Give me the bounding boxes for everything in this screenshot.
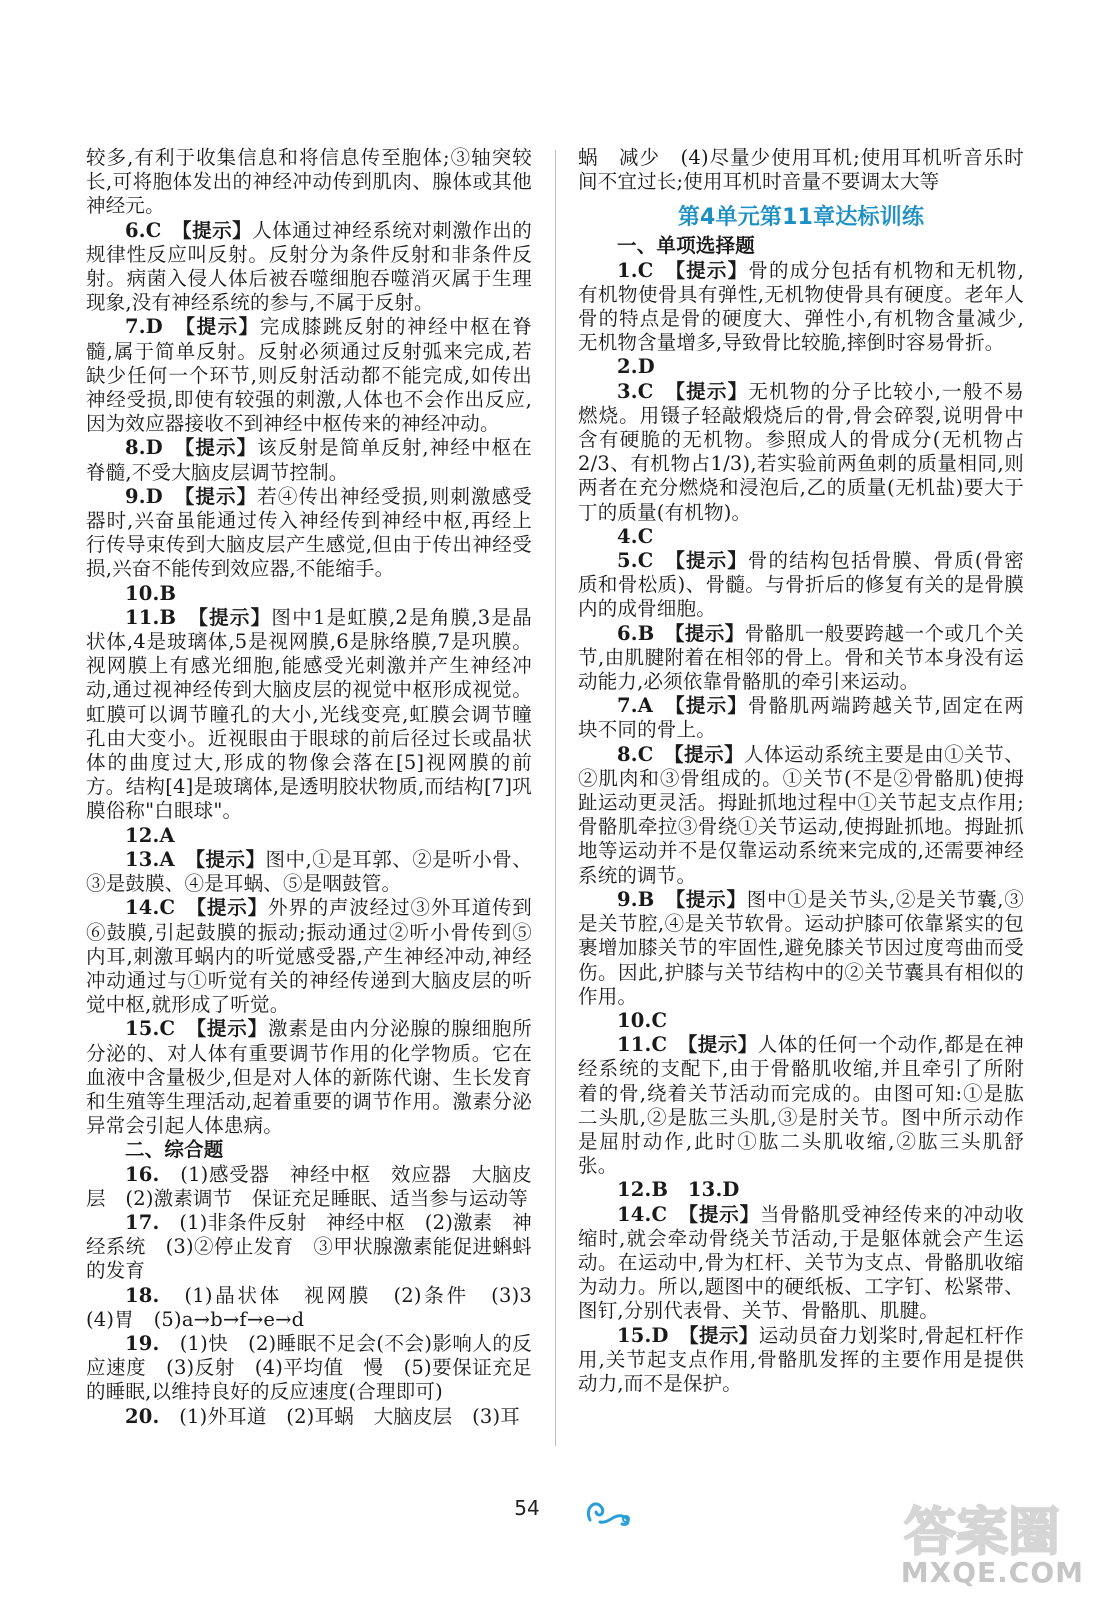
answer-text: 【提示】当骨骼肌受神经传来的冲动收缩时,就会牵动骨绕关节活动,于是躯体就会产生运动。在运动中,骨为杠杆、关节为支点、骨骼肌收缩为动力。所以,题图中的硬纸板、工字钉、松紧带、图钉,分别代表骨、关节、骨骼肌、肌腱。: [578, 1202, 1024, 1323]
left-answer-11: [86, 1017, 532, 1138]
answer-number: 10.B: [125, 581, 177, 605]
answer-text: (1)晶状体 视网膜 (2)条件 (3)3 (4)胃 (5)a→b→f→e→d: [86, 1283, 552, 1331]
answer-number: 8.C: [617, 742, 674, 766]
left-answer-16: [86, 1332, 532, 1405]
right-answer-8: [578, 743, 1024, 888]
right-answer-list: [578, 259, 1024, 1397]
hint-tag: 【提示】: [674, 694, 749, 718]
answer-number: 8.D: [125, 436, 185, 460]
answer-number: 12.B 13.D: [617, 1178, 740, 1202]
watermark-url: MXQE.COM: [900, 1556, 1084, 1589]
answer-number: 11.B: [125, 605, 199, 629]
answer-text: 【提示】若④传出神经受损,则刺激感受器时,兴奋虽能通过传入神经传到神经中枢,再经上行传导束传到大脑皮层产生感觉,但由于传出神经受损,兴奋不能传到效应器,不能缩手。: [86, 484, 532, 581]
answer-text: 【提示】人体的任何一个动作,都是在神经系统的支配下,由于骨骼肌收缩,并且牵引了所附着的骨,绕着关节活动而完成的。由图可知:①是肱二头肌,②是肱三头肌,③是肘关节。图中所示动作是屈肘动作,此时①肱二头肌收缩,②肱三头肌舒张。: [578, 1033, 1025, 1178]
hint-tag: 【提示】: [675, 887, 747, 911]
answer-text: 【提示】完成膝跳反射的神经中枢在脊髓,属于简单反射。反射必须通过反射弧来完成,若缺少任何一个环节,则反射活动都不能完成,如传出神经受损,即使有较强的刺激,人体也不会作出反应,因为效应器接收不到神经中枢传来的神经冲动。: [86, 315, 532, 436]
hint-tag: 【提示】: [196, 1017, 268, 1041]
answer-text: 二、综合题: [125, 1138, 224, 1162]
answer-text: 较多,有利于收集信息和将信息传至胞体;③轴突较长,可将胞体发出的神经冲动传到肌肉、腺体或其他神经元。: [86, 146, 532, 218]
answer-number: 1.C: [617, 258, 676, 282]
continued-answer: 蜗 减少 (4)尽量少使用耳机;使用耳机听音乐时间不宜过长;使用耳机时音量不要调太大等: [578, 146, 1024, 194]
answer-text: 【提示】骨骼肌一般要跨越一个或几个关节,由肌腱附着在相邻的骨上。骨和关节本身没有运动能力,必须依靠骨骼肌的牵引来运动。: [578, 621, 1024, 694]
hint-tag: 【提示】: [675, 379, 749, 403]
hint-tag: 【提示】: [674, 621, 745, 645]
hint-tag: 【提示】: [688, 1323, 759, 1347]
answer-number: 14.C: [125, 896, 197, 920]
right-answer-13: [578, 1203, 1024, 1324]
section-title: 第4单元第11章达标训练: [677, 205, 925, 231]
answer-number: 16.: [125, 1162, 181, 1186]
hint-tag: 【提示】: [196, 896, 268, 920]
answer-number: 7.A: [617, 694, 675, 718]
right-answer-10: [578, 1009, 1024, 1033]
answer-text: (1)感受器 神经中枢 效应器 大脑皮层 (2)激素调节 保证充足睡眠、适当参与运动等: [86, 1162, 532, 1210]
left-answer-2: [86, 219, 532, 316]
hint-tag: 【提示】: [184, 484, 258, 508]
left-answer-15: [86, 1283, 552, 1332]
answer-text: 【提示】图中①是关节头,②是关节囊,③是关节腔,④是关节软骨。运动护膝可依靠紧实的包裹增加膝关节的牢固性,避免膝关节因过度弯曲而受伤。因此,护膝与关节结构中的②关节囊具有相似的作用。: [578, 887, 1024, 1008]
answer-text: (1)快 (2)睡眠不足会(不会)影响人的反应速度 (3)反射 (4)平均值 慢 (5)要保证充足的睡眠,以维持良好的反应速度(合理即可): [86, 1331, 532, 1404]
hint-tag: 【提示】: [687, 1033, 758, 1057]
left-answer-7: [86, 606, 532, 824]
hint-tag: 【提示】: [675, 549, 748, 573]
answer-number: 7.D: [125, 315, 186, 339]
hint-tag: 【提示】: [198, 605, 272, 629]
left-answer-8: [86, 824, 532, 848]
page-number: 54: [514, 1496, 540, 1520]
right-answer-3: [578, 380, 1024, 525]
right-answer-5: [578, 549, 1024, 622]
answer-text: (1)非条件反射 神经中枢 (2)激素 神经系统 (3)②停止发育 ③甲状腺激素能促进蝌蚪的发育: [86, 1210, 532, 1283]
answer-text: 【提示】该反射是简单反射,神经中枢在脊髓,不受大脑皮层调节控制。: [86, 436, 532, 484]
column-divider: [555, 150, 556, 1446]
answer-number: 20.: [125, 1404, 180, 1428]
answer-number: 6.B: [617, 621, 675, 645]
right-answer-6: [578, 622, 1024, 695]
answer-number: 2.D: [617, 355, 655, 379]
answer-number: 6.C: [125, 218, 182, 242]
right-answer-11: [578, 1033, 1024, 1178]
answer-number: 9.B: [617, 887, 676, 911]
answer-text: 【提示】人体通过神经系统对刺激作出的规律性反应叫反射。反射分为条件反射和非条件反射。病菌入侵人体后被吞噬细胞吞噬消灭属于生理现象,没有神经系统的参与,不属于反射。: [86, 218, 532, 315]
hint-tag: 【提示】: [675, 258, 749, 282]
left-answer-3: [86, 315, 532, 436]
answer-text: 【提示】骨骼肌两端跨越关节,固定在两块不同的骨上。: [578, 694, 1024, 742]
answer-number: 17.: [125, 1210, 180, 1234]
answer-number: 4.C: [617, 524, 654, 548]
answer-text: 【提示】图中,①是耳郭、②是听小骨、③是鼓膜、④是耳蜗、⑤是咽鼓管。: [86, 847, 533, 896]
answer-text: 【提示】激素是由内分泌腺的腺细胞所分泌的、对人体有重要调节作用的化学物质。它在血液中含量极少,但是对人体的新陈代谢、生长发育和生殖等生理活动,起着重要的调节作用。激素分泌异常会引起人体患病。: [86, 1017, 532, 1138]
watermark-text: 答案圈: [904, 1503, 1061, 1563]
answer-number: 11.C: [617, 1033, 688, 1057]
answer-text: 【提示】人体运动系统主要是由①关节、②肌肉和③骨组成的。①关节(不是②骨骼肌)使拇趾运动更灵活。拇趾抓地过程中①关节起支点作用;骨骼肌牵拉③骨绕①关节运动,使拇趾抓地。拇趾抓地等运动并不是仅靠运动系统来完成的,还需要神经系统的调节。: [578, 742, 1024, 887]
answer-text: 【提示】骨的成分包括有机物和无机物,有机物使骨具有弹性,无机物使骨具有硬度。老年人骨的特点是骨的硬度大、弹性小,有机物含量减少,无机物含量增多,导致骨比较脆,摔倒时容易骨折。: [578, 258, 1024, 355]
answer-number: 14.C: [617, 1202, 689, 1226]
answer-number: 15.C: [125, 1017, 197, 1041]
section-subtitle: 一、单项选择题: [617, 234, 755, 258]
hint-tag: 【提示】: [195, 847, 266, 871]
left-answer-4: [86, 436, 532, 484]
right-column: [578, 146, 1024, 1396]
right-answer-7: [578, 694, 1024, 742]
right-answer-4: [578, 525, 1024, 549]
right-answer-2: [578, 355, 1024, 379]
answer-number: 18.: [125, 1283, 185, 1307]
right-answer-1: [578, 259, 1024, 356]
left-answer-6: [86, 582, 532, 606]
right-answer-9: [578, 888, 1024, 1009]
answer-number: 9.D: [125, 484, 185, 508]
answer-text: (1)外耳道 (2)耳蜗 大脑皮层 (3)耳: [179, 1404, 520, 1428]
left-answer-10: [86, 896, 532, 1017]
hint-tag: 【提示】: [184, 436, 258, 460]
answer-text: 【提示】骨的结构包括骨膜、骨质(骨密质和骨松质)、骨髓。与骨折后的修复有关的是骨膜内的成骨细胞。: [578, 549, 1024, 621]
left-answer-12: [86, 1138, 532, 1162]
right-answer-14: [578, 1324, 1024, 1397]
swirl-logo-icon: [582, 1494, 636, 1528]
answer-text: 【提示】无机物的分子比较小,一般不易燃烧。用镊子轻敲煅烧后的骨,骨会碎裂,说明骨中含有硬脆的无机物。参照成人的骨成分(无机物占2/3、有机物占1/3),若实验前两鱼刺的质量相同,则两者在充分燃烧和浸泡后,乙的质量(无机盐)要大于丁的质量(有机物)。: [578, 379, 1024, 524]
left-answer-14: [86, 1211, 532, 1284]
answer-number: 12.A: [125, 823, 175, 847]
answer-text: 【提示】图中1是虹膜,2是角膜,3是晶状体,4是玻璃体,5是视网膜,6是脉络膜,7是巩膜。视网膜上有感光细胞,能感受光刺激并产生神经冲动,通过视神经传到大脑皮层的视觉中枢形成视觉。虹膜可以调节瞳孔的大小,光线变亮,虹膜会调节瞳孔由大变小。近视眼由于眼球的前后径过长或晶状体的曲度过大,形成的物像会落在[5]视网膜的前方。结构[4]是玻璃体,是透明胶状物质,而结构[7]巩膜俗称"白眼球"。: [86, 605, 532, 823]
hint-tag: 【提示】: [688, 1202, 760, 1226]
hint-tag: 【提示】: [185, 315, 260, 339]
answer-number: 19.: [125, 1331, 180, 1355]
left-answer-9: [86, 848, 532, 896]
answer-number: 5.C: [617, 549, 676, 573]
answer-number: 10.C: [617, 1008, 668, 1032]
right-answer-12: [578, 1178, 1024, 1202]
hint-tag: 【提示】: [673, 742, 745, 766]
left-column: [86, 146, 552, 1429]
answer-number: 15.D: [617, 1323, 689, 1347]
left-answer-13: [86, 1163, 532, 1211]
left-answer-17: [86, 1405, 532, 1429]
left-answer-1: [86, 146, 532, 219]
hint-tag: 【提示】: [181, 218, 253, 242]
answer-number: 13.A: [125, 847, 196, 871]
left-answer-5: [86, 485, 532, 582]
answer-number: 3.C: [617, 379, 676, 403]
answer-text: 【提示】外界的声波经过③外耳道传到⑥鼓膜,引起鼓膜的振动;振动通过②听小骨传到⑤内耳,刺激耳蜗内的听觉感受器,产生神经冲动,神经冲动通过与①听觉有关的神经传递到大脑皮层的听觉中枢,就形成了听觉。: [86, 896, 532, 1017]
answer-text: 【提示】运动员奋力划桨时,骨起杠杆作用,关节起支点作用,骨骼肌发挥的主要作用是提供动力,而不是保护。: [578, 1323, 1025, 1395]
